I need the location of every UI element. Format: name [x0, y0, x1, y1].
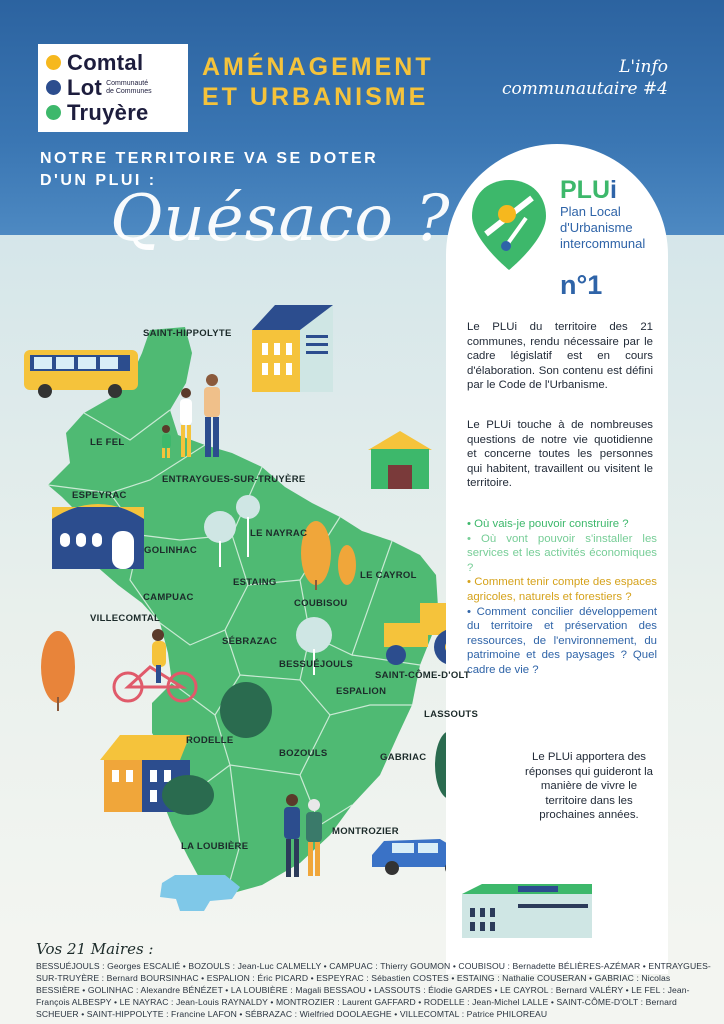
- questions-list: [467, 517, 657, 678]
- yellow-dot-icon: [46, 55, 61, 70]
- logo-word-comtal: Comtal: [67, 49, 144, 75]
- solar-building-illustration: [252, 305, 333, 392]
- commune-label: ESPALION: [336, 686, 387, 697]
- commune-label: ESTAING: [233, 577, 277, 588]
- river: [160, 875, 240, 911]
- commune-label: COUBISOU: [294, 598, 348, 609]
- commune-label: LE NAYRAC: [250, 528, 308, 539]
- commune-label: CAMPUAC: [143, 592, 194, 603]
- map-pin-icon: [466, 174, 552, 274]
- barn-illustration: [368, 431, 432, 489]
- blue-dot-icon: [46, 80, 61, 95]
- question-3: • Comment tenir compte des espaces agricoles, naturels et forestiers ?: [467, 576, 657, 603]
- mayors-list: BESSUÉJOULS : Georges ESCALIÉ • BOZOULS : Jean-Luc CALMELLY • CAMPUAC : Thierry GOUMON • COUBISOU : Bernadette BÉLIÈRES-AZÉMAR • ENTRAYGUES-SUR-TRUYÈRE : Bernard BOURSINHAC • ESPALION : Éric PICARD • ESPEYRAC : Sébastien COSTES • ESTAING : Nathalie COUSERAN • GABRIAC : Nicolas BESSIÈRE • GOLINHAC : Alexandre BÉNÉZET • LA LOUBIÈRE : Magali BESSAOU • LASSOUTS : Élodie GARDES • LE CAYROL : Bernard VALÉRY • LE FEL : Jean-François ALBESPY • LE NAYRAC : Jean-Louis RAYNALDY • MONTROZIER : Laurent GAFFARD • RODELLE : Jean-Michel LALLE • SAINT-CÔME-D'OLT : Bernard SCHEUER • SAINT-HIPPOLYTE : Francine LAFON • SÉBRAZAC : Wielfried DOOLAEGHE • VILLECOMTAL : Patrice PHILOREAU: [36, 961, 711, 1019]
- commune-label: BOZOULS: [279, 748, 328, 759]
- mayors-title: Vos 21 Maires :: [36, 940, 154, 958]
- birch-trees-illustration: [435, 717, 446, 799]
- question-1: • Où vais-je pouvoir construire ?: [467, 518, 629, 530]
- scope-paragraph: Le PLUi touche à de nombreuses questions de notre vie quotidienne et concerne toutes les personnes qui habitent, travaillent ou visitent le territoire.: [467, 419, 653, 490]
- question-4: • Comment concilier développement du territoire et préservation des ressources, de l'environnement, du patrimoine et des paysages ? Quel cadre de vie ?: [467, 605, 657, 676]
- commune-label: ESPEYRAC: [72, 490, 127, 501]
- plui-word: PLU: [560, 176, 610, 204]
- theme-title-line-2: ET URBANISME: [202, 83, 429, 111]
- plui-line-2: d'Urbanisme: [560, 220, 633, 235]
- station-building-illustration: [52, 504, 144, 569]
- issue-label: [498, 56, 668, 100]
- plui-line-1: Plan Local: [560, 204, 621, 219]
- issue-label-line-1: L'info: [619, 57, 668, 77]
- commune-label: LE CAYROL: [360, 570, 417, 581]
- logo-word-truyere: Truyère: [67, 99, 149, 125]
- commune-label: RODELLE: [186, 735, 234, 746]
- commune-label: SAINT-CÔME-D'OLT: [375, 670, 471, 681]
- headline-line-2: D'UN PLUI :: [40, 172, 157, 189]
- bus-illustration: [24, 350, 138, 398]
- commune-label: ENTRAYGUES-SUR-TRUYÈRE: [162, 474, 306, 485]
- commune-label: MONTROZIER: [332, 826, 399, 837]
- closing-paragraph: Le PLUi apportera des réponses qui guideront la manière de vivre le territoire dans les prochaines années.: [525, 751, 653, 822]
- plui-brand: [560, 176, 645, 252]
- logo-sub-1: Communauté: [106, 79, 149, 87]
- plui-number: n°1: [560, 270, 603, 300]
- commune-label: GABRIAC: [380, 752, 427, 763]
- plui-line-3: intercommunal: [560, 236, 646, 251]
- question-2: • Où vont pouvoir s'installer les services et les activités économiques ?: [467, 532, 657, 574]
- commune-label: BESSUÉJOULS: [279, 659, 354, 670]
- theme-title-line-1: AMÉNAGEMENT: [202, 53, 434, 81]
- commune-label: SÉBRAZAC: [222, 636, 278, 647]
- commune-label: LASSOUTS: [424, 709, 479, 720]
- plui-word-i: i: [610, 176, 617, 204]
- commune-label: VILLECOMTAL: [90, 613, 161, 624]
- commune-label: LA LOUBIÈRE: [181, 841, 249, 852]
- commune-label: GOLINHAC: [144, 545, 198, 556]
- office-building-illustration: [462, 880, 592, 938]
- logo-word-lot: Lot: [67, 74, 103, 100]
- script-title: Quésaco ?: [110, 182, 451, 256]
- theme-title: [202, 52, 434, 112]
- logo-sub-2: de Communes: [106, 87, 152, 95]
- car-illustration: [372, 839, 446, 875]
- logo: [38, 44, 188, 132]
- issue-label-line-2: communautaire #4: [501, 79, 668, 99]
- headline-line-1: NOTRE TERRITOIRE VA SE DOTER: [40, 150, 379, 167]
- intro-paragraph: Le PLUi du territoire des 21 communes, rendu nécessaire par le cadre législatif est en cours d'élaboration. Son contenu est défini par le Code de l'Urbanisme.: [467, 321, 653, 392]
- commune-label: SAINT-HIPPOLYTE: [143, 328, 232, 339]
- green-dot-icon: [46, 105, 61, 120]
- commune-label: LE FEL: [90, 437, 125, 448]
